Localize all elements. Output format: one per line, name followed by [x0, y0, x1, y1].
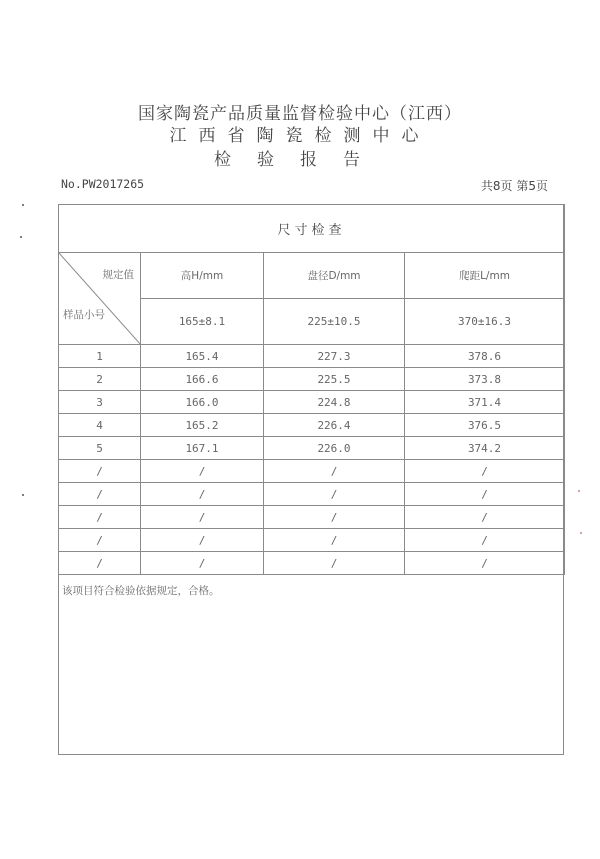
table-row — [59, 437, 565, 460]
sample-number: / — [59, 506, 141, 529]
height-value: 165.4 — [141, 345, 264, 368]
creepage-value: / — [405, 483, 565, 506]
creepage-value: 371.4 — [405, 391, 565, 414]
table-row — [59, 368, 565, 391]
sample-number: / — [59, 483, 141, 506]
column-header-creepage: 爬距L/mm — [405, 253, 565, 299]
page-indicator: 共8页 第5页 — [480, 179, 548, 193]
conclusion-text: 该项目符合检验依据规定，合格。 — [62, 585, 220, 597]
institution-name: 国家陶瓷产品质量监督检验中心（江西） — [138, 104, 462, 124]
table-row — [59, 460, 565, 483]
table-row — [59, 391, 565, 414]
height-value: / — [141, 552, 264, 575]
sample-number: 2 — [59, 368, 141, 391]
spec-height: 165±8.1 — [141, 299, 264, 345]
corner-header-cell — [59, 253, 141, 345]
spec-label: 规定值 — [102, 269, 134, 281]
sample-number: 3 — [59, 391, 141, 414]
spec-diameter: 225±10.5 — [264, 299, 405, 345]
creepage-value: / — [405, 529, 565, 552]
sample-number: 1 — [59, 345, 141, 368]
diameter-value: 226.4 — [264, 414, 405, 437]
diameter-value: / — [264, 552, 405, 575]
column-header-diameter: 盘径D/mm — [264, 253, 405, 299]
report-title: 检验报告 — [214, 150, 386, 170]
creepage-value: 376.5 — [405, 414, 565, 437]
diameter-value: / — [264, 460, 405, 483]
height-value: / — [141, 529, 264, 552]
height-value: 165.2 — [141, 414, 264, 437]
scan-speck-icon — [22, 494, 24, 496]
creepage-value: / — [405, 552, 565, 575]
creepage-value: 373.8 — [405, 368, 565, 391]
diameter-value: 226.0 — [264, 437, 405, 460]
sample-number: 5 — [59, 437, 141, 460]
sample-number: / — [59, 552, 141, 575]
scan-speck-icon — [20, 236, 22, 238]
diameter-value: 225.5 — [264, 368, 405, 391]
scan-speck-icon — [22, 204, 24, 206]
center-name: 江西省陶瓷检测中心 — [169, 126, 431, 146]
height-value: 166.0 — [141, 391, 264, 414]
height-value: / — [141, 506, 264, 529]
column-header-height: 高H/mm — [141, 253, 264, 299]
creepage-value: / — [405, 460, 565, 483]
creepage-value: / — [405, 506, 565, 529]
sample-number: / — [59, 529, 141, 552]
height-value: / — [141, 460, 264, 483]
table-title: 尺寸检查 — [59, 205, 565, 253]
table-row — [59, 529, 565, 552]
diameter-value: 224.8 — [264, 391, 405, 414]
table-row — [59, 345, 565, 368]
sample-label: 样品小号 — [63, 309, 105, 321]
diameter-value: / — [264, 483, 405, 506]
diameter-value: 227.3 — [264, 345, 405, 368]
scan-speck-icon — [578, 490, 580, 492]
creepage-value: 374.2 — [405, 437, 565, 460]
table-row — [59, 506, 565, 529]
table-row — [59, 552, 565, 575]
sample-number: / — [59, 460, 141, 483]
height-value: 166.6 — [141, 368, 264, 391]
dimension-table — [58, 204, 565, 575]
diameter-value: / — [264, 529, 405, 552]
scan-speck-icon — [580, 532, 582, 534]
table-row — [59, 483, 565, 506]
report-number: No.PW2017265 — [61, 177, 145, 191]
table-row — [59, 414, 565, 437]
diameter-value: / — [264, 506, 405, 529]
sample-number: 4 — [59, 414, 141, 437]
spec-creepage: 370±16.3 — [405, 299, 565, 345]
height-value: / — [141, 483, 264, 506]
creepage-value: 378.6 — [405, 345, 565, 368]
height-value: 167.1 — [141, 437, 264, 460]
